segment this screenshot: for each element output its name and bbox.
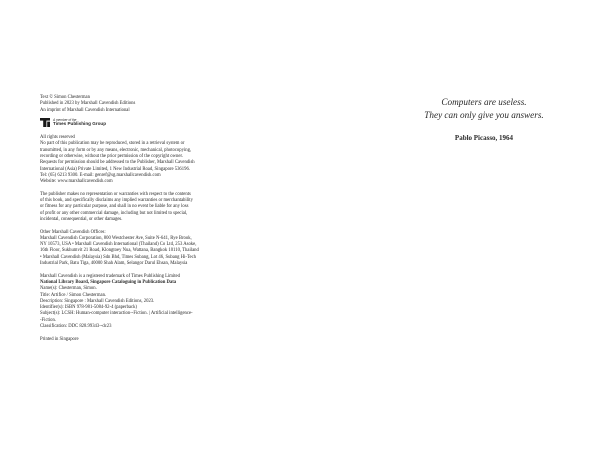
trademark-notice: Marshall Cavendish is a registered trademark of Times Publishing Limited — [40, 273, 180, 279]
copyright-line: recording or otherwise, without the prior permission of the copyright owner. — [40, 153, 183, 159]
offices-line: • Marshall Cavendish (Malaysia) Sdn Bhd, Times Subang, Lot 46, Subang Hi-Tech — [40, 254, 196, 260]
offices-line: Other Marshall Cavendish Offices: — [40, 229, 106, 235]
cip-data — [40, 286, 286, 330]
copyright-line: International (Asia) Private Limited, 1 New Industrial Road, Singapore 536196. — [40, 166, 190, 172]
copyright-line: Requests for permission should be addressed to the Publisher, Marshall Cavendish — [40, 160, 195, 166]
disclaimer-line: of this book, and specifically disclaims any implied warranties or merchantability — [40, 198, 193, 204]
quote-line: They can only give you answers. — [424, 110, 544, 120]
rights-reserved: All rights reserved — [40, 135, 75, 141]
printed-in: Printed in Singapore — [40, 336, 79, 342]
publisher-info — [40, 101, 286, 114]
times-publishing-logo — [40, 118, 286, 127]
cip-line: Name(s): Chesterman, Simon. — [40, 286, 97, 292]
copyright-paragraph — [40, 141, 286, 185]
disclaimer-line: or fitness for any particular purpose, and shall in no event be liable for any loss — [40, 204, 189, 210]
tpg-logo-icon — [40, 118, 50, 127]
quote-attribution: Pablo Picasso, 1964 — [454, 134, 514, 142]
disclaimer-line: of profit or any other commercial damage, including but not limited to special, — [40, 210, 188, 216]
quote-line: Computers are useless. — [441, 97, 527, 107]
logo-name: Times Publishing Group — [53, 121, 107, 127]
offices-line: 16th Floor, Sukhumvit 21 Road, Klongtoey Nua, Wattana, Bangkok 10110, Thailand — [40, 248, 199, 254]
copyright-column — [40, 95, 286, 343]
logo-tagline: A member of the — [53, 117, 77, 122]
cip-line: Subject(s): LCSH: Human-computer interaction--Fiction. | Artificial intelligence- — [40, 311, 193, 317]
cip-line: -Fiction. — [40, 317, 57, 323]
disclaimer-line: The publisher makes no representation or warranties with respect to the contents — [40, 191, 191, 197]
logo-text — [53, 118, 106, 127]
cip-heading: National Library Board, Singapore Cataloguing in Publication Data — [40, 279, 177, 285]
publisher-line: An imprint of Marshall Cavendish International — [40, 107, 130, 113]
copyright-line: transmitted, in any form or by any means, electronic, mechanical, photocopying, — [40, 147, 192, 153]
copyright-line: No part of this publication may be reproduced, stored in a retrieval system or — [40, 141, 185, 147]
disclaimer-line: incidental, consequential, or other damages. — [40, 216, 123, 222]
epigraph-page — [300, 0, 600, 457]
offices-line: Marshall Cavendish Corporation, 800 Westchester Ave, Suite N-641, Rye Brook, — [40, 235, 192, 241]
offices-paragraph — [40, 230, 286, 268]
cip-line: Identifier(s): ISBN 978-981-5084-92-4 (paperback) — [40, 305, 137, 311]
cip-line: Description: Singapore : Marshall Cavendish Editions, 2023. — [40, 298, 155, 304]
text-credit: Text © Simon Chesterman — [40, 95, 90, 100]
publisher-line: Published in 2023 by Marshall Cavendish Editions — [40, 101, 136, 107]
copyright-line: Tel: (65) 6213 9300. E-mail: genref@sg.marshallcavendish.com — [40, 172, 161, 178]
cip-line: Classification: DDC 828.99343--dc23 — [40, 323, 112, 329]
epigraph — [384, 96, 584, 143]
offices-line: NY 10573, USA • Marshall Cavendish International (Thailand) Co Ltd, 253 Asoke, — [40, 242, 197, 248]
offices-line: Industrial Park, Batu Tiga, 40000 Shah Alam, Selangor Darul Ehsan, Malaysia — [40, 261, 188, 267]
cip-line: Title: Artifice / Simon Chesterman. — [40, 292, 107, 298]
copyright-line: Website: www.marshallcavendish.com — [40, 179, 113, 185]
disclaimer-paragraph — [40, 192, 286, 223]
